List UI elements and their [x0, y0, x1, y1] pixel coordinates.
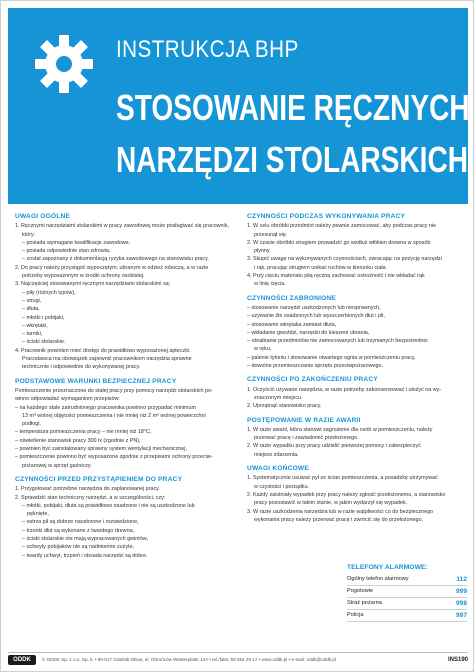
text-line: – dłuta, — [22, 306, 40, 313]
right-column — [247, 213, 461, 525]
section-heading: CZYNNOŚCI ZABRONIONE — [247, 294, 336, 302]
section-heading: UWAGI KOŃCOWE — [247, 465, 309, 473]
section-heading: CZYNNOŚCI PODCZAS WYKONYWANIA PRACY — [247, 213, 406, 220]
text-line: potrzeby wyposażonym w środki ochrony osobistej. — [22, 273, 145, 280]
title-line-1: STOSOWANIE RĘCZNYCH — [116, 87, 470, 128]
section-body — [15, 486, 233, 560]
text-line: 3. Skupić uwagę na wykonywanych czynnościach, zwracając na pozycję narzędzi — [247, 256, 442, 263]
text-line: 1. Systematycznie usuwać pył ze ścian pomieszczenia, a posadzkę utrzymywać — [247, 475, 438, 482]
text-line: – używanie źle osadzonych lub wyszczerbionych dłut i pił, — [247, 313, 385, 320]
phone-label: Straż pożarna — [347, 600, 382, 606]
text-line: – powinien być zainstalowany sprawny system wentylacji mechanicznej, — [15, 446, 187, 453]
text-line: podłogi, — [22, 421, 41, 428]
section-heading: PODSTAWOWE WARUNKI BEZPIECZNEJ PRACY — [15, 377, 177, 385]
section-heading: POSTĘPOWANIE W RAZIE AWARII — [247, 416, 361, 424]
text-line: pęknięte, — [27, 511, 49, 518]
text-line: – młotki, pobijaki, dłuta są prawidłowo osadzone i nie są uszkodzone lub — [22, 502, 195, 509]
text-line: – dowolne przemieszczanie sprzętu przeciwpożarowego. — [247, 363, 384, 370]
section-body — [247, 427, 461, 459]
text-line: 2. W razie wypadku przy pracy udzielić pierwszej pomocy i zabezpieczyć — [247, 443, 421, 450]
text-line: – ściski stolarskie. — [22, 339, 66, 346]
text-line: – posiada odpowiednie stan zdrowia, — [22, 248, 111, 255]
phone-number: 997 — [455, 612, 467, 619]
phone-row — [347, 586, 467, 598]
section-heading: CZYNNOŚCI PRZED PRZYSTĄPIENIEM DO PRACY — [15, 475, 183, 483]
text-line: 1. W celu obróbki przedmiot należy pewnie zamocować, aby podczas pracy nie — [247, 223, 437, 230]
text-line: – wkrętaki, — [22, 322, 48, 329]
phone-number: 998 — [455, 600, 467, 607]
text-line: – obrabianie przedmiotów nie zamocowanych lub trzymanych bezpośrednio — [247, 338, 428, 345]
text-line: w linię cięcia. — [254, 281, 286, 288]
text-line: – temperatura pomieszczenia pracy – nie mniej niż 18°C, — [15, 429, 152, 436]
phone-row — [347, 598, 467, 610]
text-line: – na każdego stale zatrudnionego pracownika powinno przypadać minimum — [15, 404, 196, 411]
text-line: 1. W razie awarii, która stanowi zagrożenie dla osób w pomieszczeniu, należy — [247, 426, 433, 433]
text-line: 4. Pracownik powinien mieć dostęp do prawidłowo wyposażonej apteczki. — [15, 347, 191, 354]
phone-label: Ogólny telefon alarmowy — [347, 576, 409, 582]
text-line: Pracodawca ma obowiązek zapewnić pracownikom narzędzia sprawne — [22, 356, 192, 363]
text-line: – trzonki dłut są wykonane z twardego drewna, — [22, 527, 135, 534]
section-body — [247, 387, 461, 411]
instruction-label: INSTRUKCJA BHP — [116, 36, 299, 63]
phone-label: Pogotowie — [347, 588, 374, 594]
phone-label: Policja — [347, 612, 364, 618]
text-line: 2. Każdy zaistniały wypadek przy pracy należy zgłosić przełożonemu, a stanowisko — [247, 491, 446, 498]
section-body — [247, 305, 461, 370]
section-body — [247, 223, 461, 288]
publisher-info: © ODDK Sp. z o.o. Sp. k. • 80-017 Gdańsk-Oliwa, ul. Obrońców Westerplatte 12A • tel./faks: 58 554 29 17 • www.oddk.pl • e-mail: oddk@oddk.pl — [42, 657, 336, 662]
text-line: – posiada wymagane kwalifikacje zawodowe, — [22, 239, 131, 246]
text-line: pracy pozostawić w takim stanie, w jakim wydarzył się wypadek. — [254, 500, 408, 507]
text-line: winno odpowiadać wymaganiom przepisów: — [15, 396, 120, 403]
phone-row — [347, 574, 467, 586]
phone-number: 999 — [455, 588, 467, 595]
text-line: – oświetlenie stanowisk pracy 300 lx (zgodnie z PN), — [15, 437, 141, 444]
text-line: – twardy uchwyt, trzpień i obsada narzędzi są dobre. — [22, 552, 148, 559]
text-line: 13 m³ wolnej objętości pomieszczenia i nie mniej niż 2 m² wolnej powierzchni — [22, 412, 206, 419]
section-body — [15, 388, 233, 470]
phones-list — [347, 574, 467, 622]
text-line: znaczonym miejscu. — [254, 394, 303, 401]
section-heading: UWAGI OGÓLNE — [15, 213, 71, 220]
section-body — [15, 223, 233, 371]
text-line: – piły (różnych typów), — [22, 289, 76, 296]
text-line: 3. Najczęściej stosowanymi ręcznymi narzędziami stolarskimi są: — [15, 281, 171, 288]
text-line: 1. Oczyścić używane narzędzia, w razie potrzeby zakonserwować i ułożyć na wy- — [247, 386, 442, 393]
text-line: – ostrza pił są dobrze naostrzone i rozwiedzione, — [22, 519, 139, 526]
gear-icon — [32, 32, 96, 96]
text-line: wykonania pracy należy przerwać pracę i zwrócić się do przełożonego. — [254, 516, 423, 523]
text-line: – wkładanie gwoździ, narzędzi do kieszeni ubrania, — [247, 329, 370, 336]
document-code: INS190 — [447, 656, 468, 663]
text-line: płynny. — [254, 248, 271, 255]
text-line: w ręku, — [254, 346, 272, 353]
text-line: który: — [22, 231, 36, 238]
publisher-logo: ODDK — [8, 655, 36, 665]
text-line: przesunął się. — [254, 231, 288, 238]
phone-row — [347, 610, 467, 622]
text-line: – stosowanie wkrętaka zamiast dłuta, — [247, 321, 337, 328]
text-line: w czystości i porządku. — [254, 483, 310, 490]
text-line: 2. W czasie obróbki strugiem prowadzić go wzdłuż włókien drewna w sposób — [247, 239, 431, 246]
text-line: przerwać pracę i zawiadomić przełożonego. — [254, 435, 359, 442]
text-line: – młotki i pobijaki, — [22, 314, 65, 321]
text-line: 1. Ręcznymi narzędziami stolarskimi w pracy zawodowej może posługiwać się pracownik, — [15, 223, 229, 230]
text-line: – strugi, — [22, 297, 42, 304]
text-line: i rąk, pracując strugiem unikać ruchów w kierunku ciała. — [254, 264, 388, 271]
phone-number: 112 — [456, 576, 467, 583]
text-line: – stosowanie narzędzi uszkodzonych lub niesprawnych, — [247, 304, 381, 311]
text-line: – został zapoznany z dokumentacją ryzyka zawodowego na stanowisku pracy. — [22, 256, 209, 263]
text-line: – ściski stolarskie nie mają wypracowanych gwintów, — [22, 535, 148, 542]
text-line: 2. Uprzątnąć stanowisko pracy. — [247, 403, 322, 410]
text-line: – tarniki, — [22, 331, 43, 338]
text-line: 4. Przy cięciu materiału piłą ręczną zachować ostrożność i nie wkładać rąk — [247, 273, 425, 280]
phones-title: TELEFONY ALARMOWE: — [347, 564, 428, 571]
text-line: 2. Sprawdzić stan techniczny narzędzi, a w szczególności, czy: — [15, 494, 166, 501]
footer — [8, 652, 468, 666]
text-line: miejsce zdarzenia. — [254, 451, 299, 458]
poster-header — [8, 8, 468, 204]
section-body — [247, 475, 461, 524]
text-line: pożarowej w sprzęt gaśniczy. — [22, 462, 92, 469]
text-line: 3. W razie uszkodzenia narzędzia lub w razie wątpliwości co do bezpiecznego — [247, 508, 434, 515]
title-line-2: NARZĘDZI STOLARSKICH — [116, 139, 469, 180]
text-line: – pomieszczenie powinno być wyposażone zgodnie z przepisami ochrony przeciw- — [15, 454, 213, 461]
section-heading: CZYNNOŚCI PO ZAKOŃCZENIU PRACY — [247, 376, 378, 384]
text-line: 1. Przygotować potrzebne narzędzia do zaplanowanej pracy. — [15, 486, 160, 493]
text-line: – palenie tytoniu i stosowanie otwartego ognia w pomieszczeniu pracy, — [247, 354, 416, 361]
left-column — [15, 213, 233, 561]
emergency-phones — [347, 564, 467, 622]
text-line: 2. Do pracy należy przystąpić wypoczętym, ubranym w odzież roboczą, a w razie — [15, 264, 209, 271]
text-line: – uchwyty pobijaków nie są nadmiernie zużyte, — [22, 544, 135, 551]
text-line: Pomieszczenie przeznaczone do stałej pracy przy pomocy narzędzi stolarskich po- — [15, 387, 213, 394]
text-line: technicznie i odpowiednie do wykonywanej pracy. — [22, 364, 141, 371]
